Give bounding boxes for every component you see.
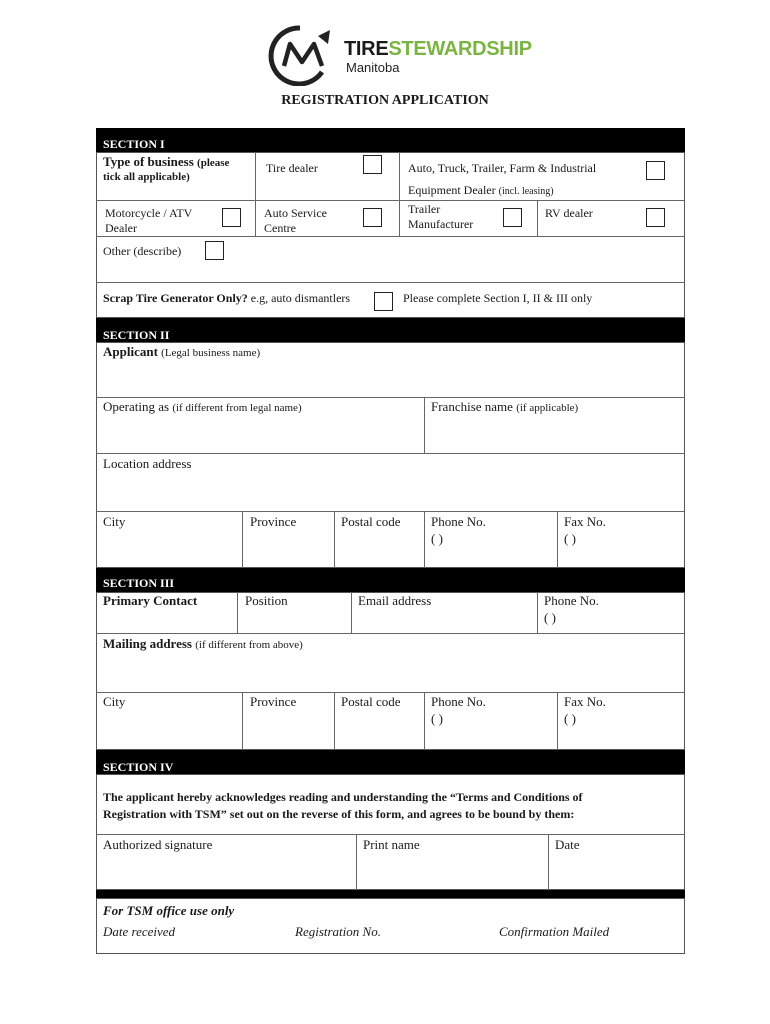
divider: [96, 834, 685, 835]
trailer-label: Trailer: [408, 202, 441, 216]
confirmation-label: Confirmation Mailed: [499, 924, 610, 939]
trailer-checkbox[interactable]: [503, 208, 522, 227]
auto-truck-label: Auto, Truck, Trailer, Farm & Industrial: [408, 161, 597, 175]
divider: [242, 511, 243, 568]
phone-label: Phone No.: [431, 514, 486, 529]
ack-line-1: The applicant hereby acknowledges reading and understanding the “Terms and Conditions of: [103, 790, 583, 804]
mailing-city-label: City: [103, 694, 126, 709]
contact-phone-label: Phone No.: [544, 593, 599, 608]
divider: [334, 511, 335, 568]
tire-dealer-checkbox[interactable]: [363, 155, 382, 174]
section-1-header: SECTION I: [96, 128, 685, 152]
rv-dealer-checkbox[interactable]: [646, 208, 665, 227]
divider: [96, 200, 685, 201]
trailer-label-2: Manufacturer: [408, 217, 474, 231]
primary-contact-label: Primary Contact: [103, 593, 198, 608]
print-name-label: Print name: [363, 837, 420, 852]
divider: [96, 511, 685, 512]
applicant-label: Applicant (Legal business name): [103, 344, 261, 359]
divider: [557, 511, 558, 568]
contact-phone-paren: ( ): [544, 610, 556, 625]
city-label: City: [103, 514, 126, 529]
scrap-label: Scrap Tire Generator Only? e.g, auto dismantlers: [103, 291, 351, 305]
tire-dealer-label: Tire dealer: [266, 161, 318, 175]
other-label: Other (describe): [103, 244, 182, 258]
auto-truck-label-2: Equipment Dealer (incl. leasing): [408, 183, 554, 197]
brand-sub: Manitoba: [346, 60, 400, 75]
section-2-header: SECTION II: [96, 318, 685, 342]
divider: [424, 692, 425, 750]
auto-service-label-2: Centre: [264, 221, 296, 235]
postal-label: Postal code: [341, 514, 401, 529]
divider: [424, 397, 425, 453]
divider: [96, 692, 685, 693]
auto-service-checkbox[interactable]: [363, 208, 382, 227]
province-label: Province: [250, 514, 297, 529]
divider: [242, 692, 243, 750]
divider: [537, 592, 538, 633]
office-divider-bar: [96, 890, 685, 898]
mailing-phone-paren: ( ): [431, 711, 443, 726]
signature-label: Authorized signature: [103, 837, 213, 852]
divider: [96, 282, 685, 283]
divider: [351, 592, 352, 633]
divider: [399, 152, 400, 200]
mailing-postal-label: Postal code: [341, 694, 401, 709]
location-label: Location address: [103, 456, 192, 471]
page-title: REGISTRATION APPLICATION: [281, 93, 489, 108]
divider: [334, 692, 335, 750]
auto-service-label: Auto Service: [264, 206, 327, 220]
mailing-fax-paren: ( ): [564, 711, 576, 726]
type-hint: tick all applicable): [103, 171, 190, 183]
registration-no-label: Registration No.: [295, 924, 381, 939]
franchise-label: Franchise name (if applicable): [431, 399, 579, 414]
divider: [399, 200, 400, 236]
divider: [537, 200, 538, 236]
date-label: Date: [555, 837, 580, 852]
scrap-checkbox[interactable]: [374, 292, 393, 311]
mailing-province-label: Province: [250, 694, 297, 709]
auto-truck-checkbox[interactable]: [646, 161, 665, 180]
fax-paren: ( ): [564, 531, 576, 546]
divider: [356, 834, 357, 890]
rv-dealer-label: RV dealer: [545, 206, 593, 220]
divider: [96, 633, 685, 634]
office-heading: For TSM office use only: [103, 903, 235, 918]
divider: [96, 453, 685, 454]
mailing-phone-label: Phone No.: [431, 694, 486, 709]
divider: [237, 592, 238, 633]
brand-name: TIRESTEWARDSHIP: [344, 38, 532, 60]
date-received-label: Date received: [103, 924, 176, 939]
divider: [96, 397, 685, 398]
ack-line-2: Registration with TSM” set out on the reverse of this form, and agrees to be bound by them:: [103, 807, 575, 821]
divider: [548, 834, 549, 890]
mailing-fax-label: Fax No.: [564, 694, 606, 709]
other-checkbox[interactable]: [205, 241, 224, 260]
divider: [557, 692, 558, 750]
divider: [255, 200, 256, 236]
phone-paren: ( ): [431, 531, 443, 546]
divider: [96, 236, 685, 237]
section-3-header: SECTION III: [96, 568, 685, 592]
divider: [424, 511, 425, 568]
motorcycle-label-2: Dealer: [105, 221, 137, 235]
mailing-label: Mailing address (if different from above): [103, 636, 303, 651]
divider: [255, 152, 256, 200]
section-2-box: [96, 342, 685, 568]
section-4-header: SECTION IV: [96, 750, 685, 774]
motorcycle-label: Motorcycle / ATV: [105, 206, 193, 220]
motorcycle-checkbox[interactable]: [222, 208, 241, 227]
section-3-box: [96, 592, 685, 750]
operating-as-label: Operating as (if different from legal name): [103, 399, 302, 414]
fax-label: Fax No.: [564, 514, 606, 529]
type-of-business-label: Type of business (please: [103, 154, 230, 169]
position-label: Position: [245, 593, 288, 608]
email-label: Email address: [358, 593, 432, 608]
scrap-note: Please complete Section I, II & III only: [403, 291, 593, 305]
